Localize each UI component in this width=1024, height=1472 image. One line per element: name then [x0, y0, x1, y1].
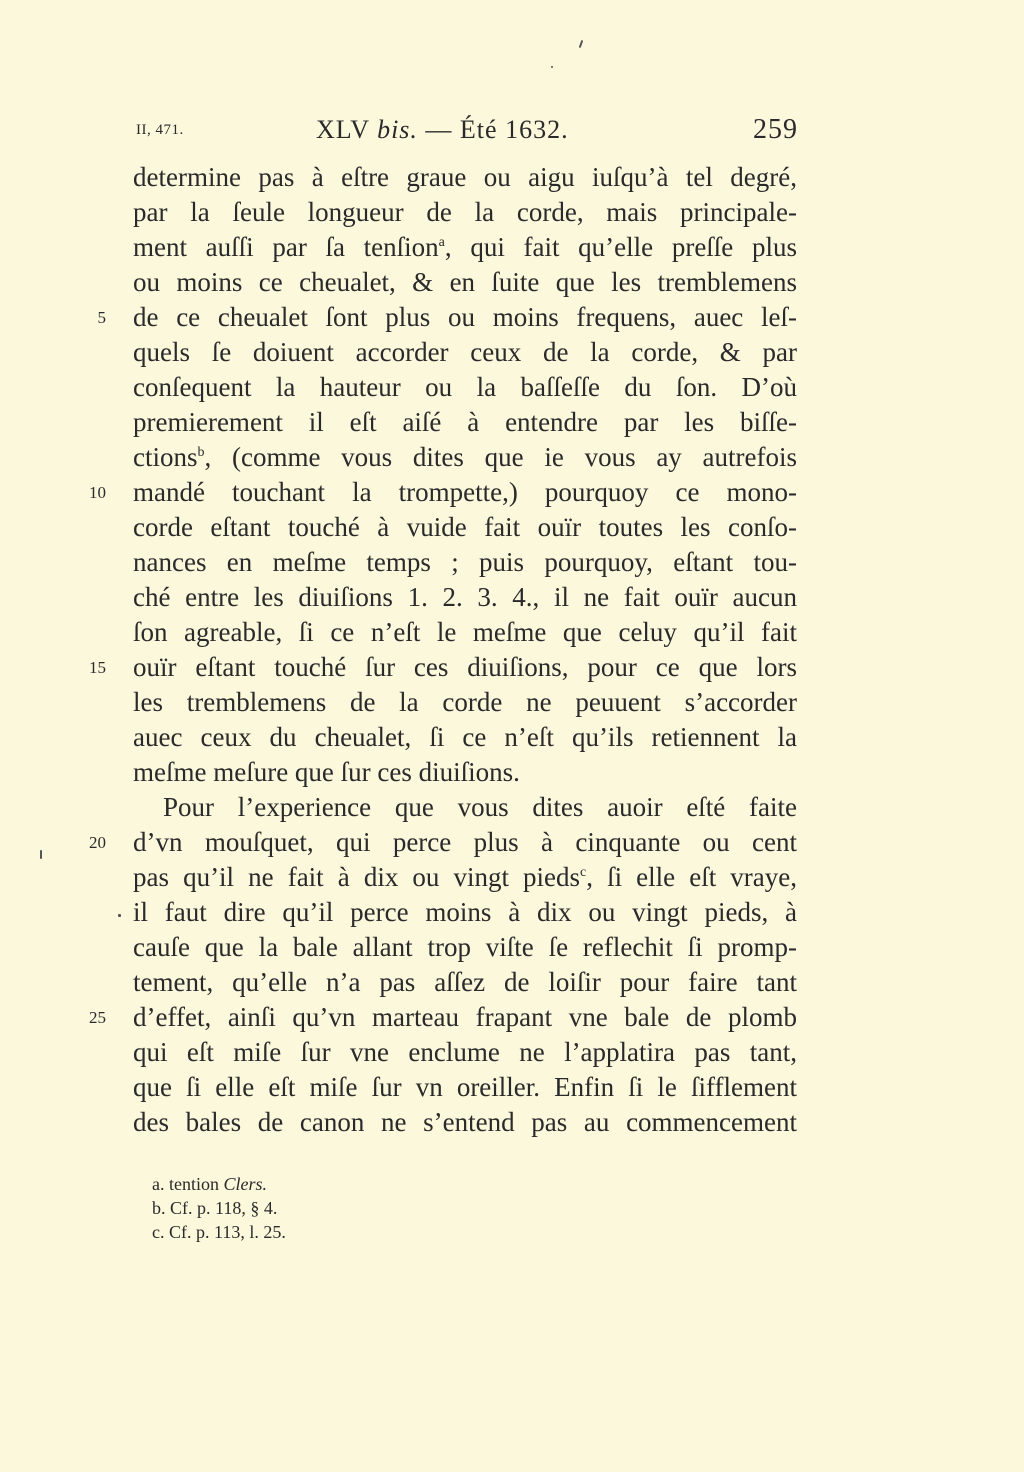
footnote — [152, 1220, 286, 1244]
footnote — [152, 1172, 286, 1196]
text-line — [0, 300, 1024, 335]
line-text: ché entre les diuiſions 1. 2. 3. 4., il ne fait ouïr aucun — [133, 582, 797, 612]
text-line — [0, 1105, 1024, 1140]
text-line — [0, 545, 1024, 580]
line-text: corde eſtant touché à vuide fait ouïr toutes les conſo- — [133, 512, 797, 542]
line-text: qui eſt miſe ſur vne enclume ne l’applatira pas tant, — [133, 1037, 797, 1067]
text-line — [0, 650, 1024, 685]
text-line — [0, 230, 1024, 265]
scan-speck — [118, 914, 121, 917]
line-text: determine pas à eſtre graue ou aigu iuſqu’à tel degré, — [133, 162, 797, 192]
footnote-source: Clers. — [223, 1174, 268, 1194]
line-text: par la ſeule longueur de la corde, mais principale- — [133, 197, 797, 227]
text-line — [0, 335, 1024, 370]
line-text-part: , (comme vous dites que ie vous ay autrefois — [204, 442, 797, 472]
line-text: ouïr eſtant touché ſur ces diuiſions, pour ce que lors — [133, 652, 797, 682]
text-line — [0, 370, 1024, 405]
line-text: auec ceux du cheualet, ſi ce n’eſt qu’ils retiennent la — [133, 722, 797, 752]
line-text — [133, 440, 797, 475]
line-number: 15 — [89, 658, 106, 677]
footnote-marker[interactable]: a — [438, 235, 445, 250]
line-text: tement, qu’elle n’a pas aſſez de loiſir pour faire tant — [133, 967, 797, 997]
line-number: 25 — [89, 1008, 106, 1027]
line-text: d’vn mouſquet, qui perce plus à cinquante ou cent — [133, 827, 797, 857]
text-line — [0, 720, 1024, 755]
text-line — [0, 405, 1024, 440]
text-line — [0, 895, 1024, 930]
scan-speck — [40, 850, 42, 859]
line-number: 10 — [89, 483, 106, 502]
footnotes — [152, 1172, 286, 1244]
footnote-text: tention — [169, 1174, 219, 1194]
footnote-label: c. — [152, 1222, 165, 1242]
header-reference: II, 471. — [136, 122, 184, 138]
text-line — [0, 790, 1024, 825]
line-text-part: , ſi elle eſt vraye, — [586, 862, 797, 892]
text-line — [0, 685, 1024, 720]
text-line — [0, 1070, 1024, 1105]
text-line — [0, 825, 1024, 860]
footnote — [152, 1196, 286, 1220]
footnote-label: b. — [152, 1198, 166, 1218]
text-line — [0, 965, 1024, 1000]
line-text: ou moins ce cheualet, & en ſuite que les tremblemens — [133, 267, 797, 297]
line-text: que ſi elle eſt miſe ſur vn oreiller. Enfin ſi le ſifflement — [133, 1072, 797, 1102]
line-text: mandé touchant la trompette,) pourquoy ce mono- — [133, 477, 797, 507]
body-text — [0, 160, 1024, 1140]
line-text-part: ment auſſi par ſa tenſion — [133, 232, 439, 262]
line-text: de ce cheualet ſont plus ou moins frequens, auec leſ- — [133, 302, 797, 332]
header-title-prefix: XLV — [316, 115, 370, 144]
text-line — [0, 265, 1024, 300]
line-text: premierement il eſt aiſé à entendre par les biſſe- — [133, 407, 797, 437]
line-text — [133, 860, 797, 895]
line-text: nances en meſme temps ; puis pourquoy, eſtant tou- — [133, 547, 797, 577]
text-line — [0, 195, 1024, 230]
line-text: quels ſe doiuent accorder ceux de la corde, & par — [133, 337, 797, 367]
page-number: 259 — [753, 114, 798, 145]
footnote-marker[interactable]: c — [580, 865, 587, 880]
line-text: cauſe que la bale allant trop viſte ſe reflechit ſi promp- — [133, 932, 797, 962]
footnote-label: a. — [152, 1174, 165, 1194]
text-line — [0, 160, 1024, 195]
line-number: 20 — [89, 833, 106, 852]
text-line — [0, 755, 1024, 790]
text-line — [0, 440, 1024, 475]
header-title-italic: bis. — [377, 115, 418, 144]
text-line — [0, 475, 1024, 510]
text-line — [0, 1000, 1024, 1035]
footnote-text: Cf. p. 118, § 4. — [170, 1198, 278, 1218]
footnote-marker[interactable]: b — [197, 445, 205, 460]
footnote-text: Cf. p. 113, l. 25. — [169, 1222, 286, 1242]
line-text-part: pas qu’il ne fait à dix ou vingt pieds — [133, 862, 581, 892]
line-text: des bales de canon ne s’entend pas au commencement — [133, 1107, 797, 1137]
text-line — [0, 1035, 1024, 1070]
header-title-rest: — Été 1632. — [425, 115, 569, 144]
scan-speck — [551, 66, 553, 68]
line-text: les tremblemens de la corde ne peuuent s’accorder — [133, 687, 797, 717]
line-text — [133, 230, 797, 265]
text-line — [0, 930, 1024, 965]
line-text: Pour l’experience que vous dites auoir eſté faite — [163, 792, 797, 822]
line-text-part: , qui fait qu’elle preſſe plus — [444, 232, 797, 262]
scan-speck — [579, 40, 584, 48]
line-text: ſon agreable, ſi ce n’eſt le meſme que celuy qu’il fait — [133, 617, 797, 647]
line-text: conſequent la hauteur ou la baſſeſſe du ſon. D’où — [133, 372, 797, 402]
line-text: meſme meſure que ſur ces diuiſions. — [133, 757, 520, 787]
line-text: d’effet, ainſi qu’vn marteau frapant vne bale de plomb — [133, 1002, 797, 1032]
text-line — [0, 580, 1024, 615]
text-line — [0, 615, 1024, 650]
header-title — [316, 112, 569, 148]
line-text-part: ctions — [133, 442, 198, 472]
text-line — [0, 860, 1024, 895]
line-text: il faut dire qu’il perce moins à dix ou vingt pieds, à — [133, 897, 797, 927]
text-line — [0, 510, 1024, 545]
line-number: 5 — [97, 308, 106, 327]
